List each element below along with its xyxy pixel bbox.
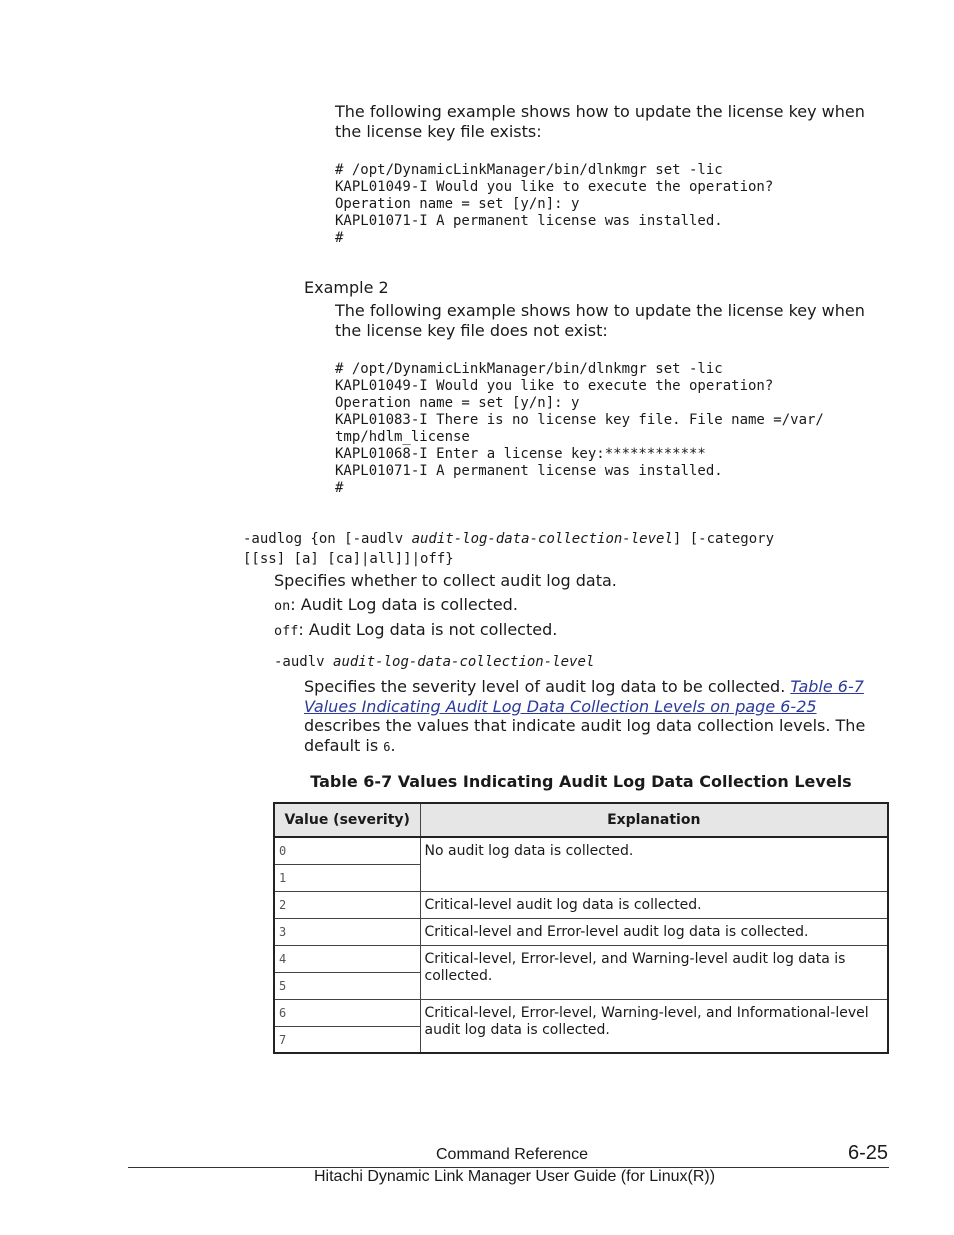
explanation-cell: No audit log data is collected. bbox=[420, 837, 888, 891]
audlv-description bbox=[304, 677, 888, 757]
page-number: 6-25 bbox=[847, 1142, 888, 1164]
table-row bbox=[274, 837, 888, 864]
audlog-syntax-pre: -audlog {on [-audlv bbox=[243, 531, 412, 547]
footer-section: Command Reference bbox=[436, 1146, 589, 1163]
audlv-option bbox=[274, 654, 594, 671]
explanation-cell: Critical-level, Error-level, and Warning-level audit log data is collected. bbox=[420, 945, 888, 999]
table-6-7-link[interactable]: Table 6-7 Values Indicating Audit Log Data Collection Levels on page 6-25 bbox=[304, 677, 864, 716]
table-row bbox=[274, 891, 888, 918]
table-row bbox=[274, 918, 888, 945]
off-text: : Audit Log data is not collected. bbox=[298, 620, 558, 639]
explanation-cell: Critical-level, Error-level, Warning-level, and Informational-level audit log data is collected. bbox=[420, 999, 888, 1053]
intro-paragraph-1: The following example shows how to update the license key when the license key file exists: bbox=[335, 102, 865, 141]
value-cell: 7 bbox=[274, 1026, 420, 1053]
audlog-syntax bbox=[243, 529, 774, 569]
footer-book-title: Hitachi Dynamic Link Manager User Guide (for Linux(R)) bbox=[314, 1168, 716, 1185]
value-cell: 3 bbox=[274, 918, 420, 945]
audlog-syntax-post: ] [-category bbox=[672, 531, 775, 547]
value-cell: 4 bbox=[274, 945, 420, 972]
audlog-syntax-line2: [[ss] [a] [ca]|all]]|off} bbox=[243, 551, 454, 567]
table-caption: Table 6-7 Values Indicating Audit Log Data Collection Levels bbox=[310, 772, 852, 791]
audlog-syntax-param: audit-log-data-collection-level bbox=[411, 531, 673, 547]
value-cell: 5 bbox=[274, 972, 420, 999]
example-2-paragraph: The following example shows how to update the license key when the license key file does not exist: bbox=[335, 301, 865, 340]
code-block-1: # /opt/DynamicLinkManager/bin/dlnkmgr set -lic KAPL01049-I Would you like to execute the operation? Operation name = set [y/n]: y KAPL01071-I A permanent license was installed. # bbox=[335, 162, 774, 246]
audlog-off-item bbox=[274, 620, 557, 642]
code-block-2: # /opt/DynamicLinkManager/bin/dlnkmgr set -lic KAPL01049-I Would you like to execute the operation? Operation name = set [y/n]: y KAPL01083-I There is no license key file. File name =/var/ tmp/hdlm_license KAPL01068-I Enter a license key:************ KAPL01071-I A permanent license was installed. # bbox=[335, 361, 824, 496]
audit-level-table bbox=[273, 802, 889, 1054]
audlv-desc-post: describes the values that indicate audit log data collection levels. The default is bbox=[304, 716, 866, 755]
on-text: : Audit Log data is collected. bbox=[290, 595, 518, 614]
table-row bbox=[274, 945, 888, 972]
audlv-option-name: -audlv bbox=[274, 654, 334, 670]
default-code: 6 bbox=[383, 739, 391, 754]
header-value: Value (severity) bbox=[274, 803, 420, 837]
audlv-option-param: audit-log-data-collection-level bbox=[333, 654, 595, 670]
audlog-on-item bbox=[274, 595, 518, 617]
explanation-cell: Critical-level audit log data is collected. bbox=[420, 891, 888, 918]
header-explanation: Explanation bbox=[420, 803, 888, 837]
example-2-heading: Example 2 bbox=[304, 278, 389, 297]
value-cell: 0 bbox=[274, 837, 420, 864]
on-code: on bbox=[274, 598, 291, 614]
table-row bbox=[274, 999, 888, 1026]
table-header-row bbox=[274, 803, 888, 837]
off-code: off bbox=[274, 623, 299, 639]
value-cell: 1 bbox=[274, 864, 420, 891]
audlog-description: Specifies whether to collect audit log data. bbox=[274, 571, 617, 590]
audlv-desc-end: . bbox=[390, 735, 396, 755]
audlv-desc-pre: Specifies the severity level of audit log data to be collected. bbox=[304, 677, 791, 696]
value-cell: 6 bbox=[274, 999, 420, 1026]
explanation-cell: Critical-level and Error-level audit log data is collected. bbox=[420, 918, 888, 945]
value-cell: 2 bbox=[274, 891, 420, 918]
